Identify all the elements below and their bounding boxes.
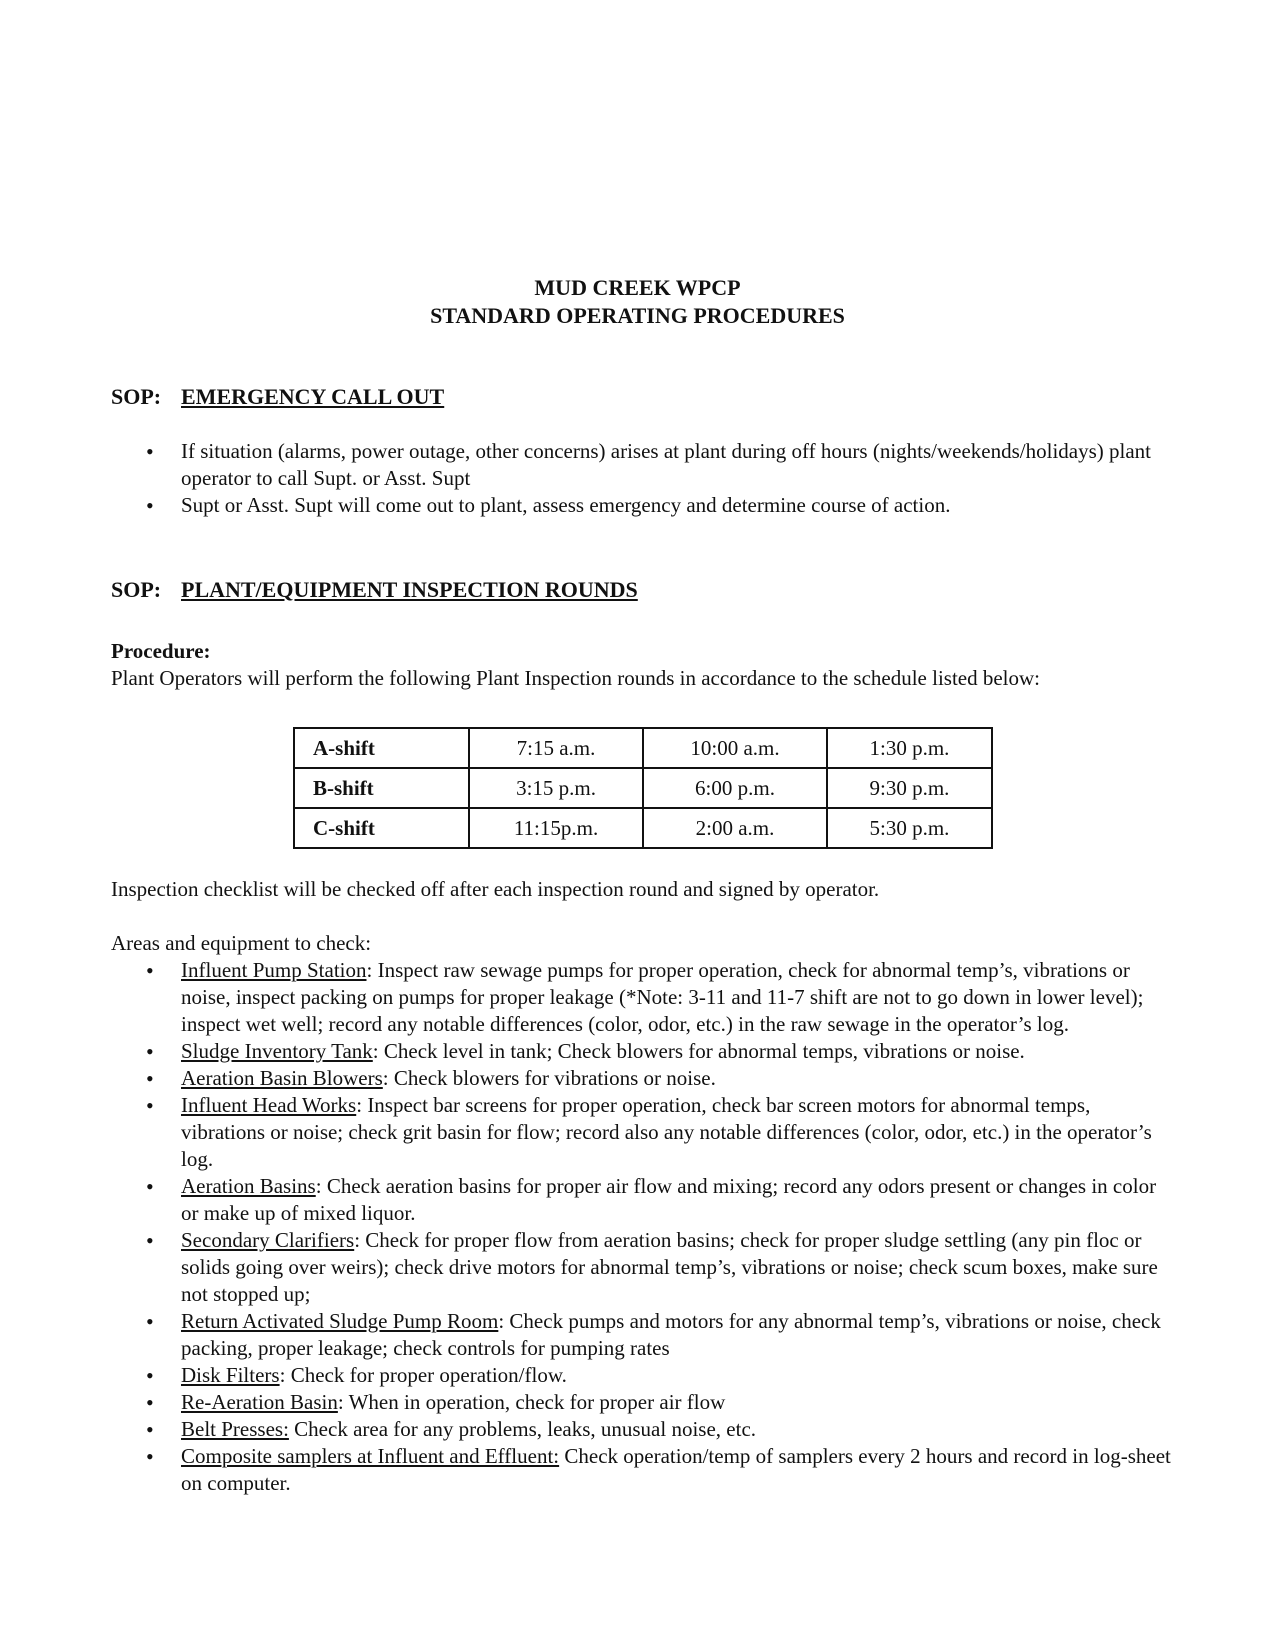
time-cell: 10:00 a.m. — [643, 728, 827, 768]
area-name: Secondary Clarifiers — [181, 1228, 355, 1252]
area-text: Check operation/temp of samplers every 2 hours and record in log-sheet on computer. — [181, 1444, 1171, 1495]
table-row — [294, 808, 992, 848]
area-name: Sludge Inventory Tank — [181, 1039, 373, 1063]
area-sep: : — [279, 1363, 286, 1387]
areas-intro: Areas and equipment to check: — [111, 931, 372, 955]
area-sep: : — [354, 1228, 361, 1252]
time-cell: 5:30 p.m. — [827, 808, 992, 848]
area-name: Aeration Basins — [181, 1174, 316, 1198]
shift-cell: A-shift — [294, 728, 469, 768]
list-item: • If situation (alarms, power outage, other concerns) arises at plant during off hours (nights/weekends/holidays) plant operator to call Supt. or Asst. Supt — [111, 438, 1171, 492]
shift-cell: B-shift — [294, 768, 469, 808]
area-text: Check for proper flow from aeration basins; check for proper sludge settling (any pin floc or solids going over weirs); check drive motors for abnormal temp’s, vibrations or noise; check scum boxes, make sure not stopped up; — [181, 1228, 1158, 1306]
list-item — [111, 957, 1171, 1038]
procedure-intro: Plant Operators will perform the following Plant Inspection rounds in accordance to the schedule listed below: — [111, 666, 1041, 690]
area-text: Check pumps and motors for any abnormal temp’s, vibrations or noise, check packing, proper leakage; check controls for pumping rates — [181, 1309, 1161, 1360]
area-text: Inspect raw sewage pumps for proper operation, check for abnormal temp’s, vibrations or noise, inspect packing on pumps for proper leakage (*Note: 3-11 and 11-7 shift are not to go down in lower level); inspect wet well; record any notable differences (color, odor, etc.) in the raw sewage in the operator’s log. — [181, 958, 1144, 1036]
area-sep: : — [366, 958, 373, 982]
area-name: Influent Head Works — [181, 1093, 357, 1117]
time-cell: 6:00 p.m. — [643, 768, 827, 808]
time-cell: 7:15 a.m. — [469, 728, 643, 768]
time-cell: 11:15p.m. — [469, 808, 643, 848]
list-item — [111, 1227, 1171, 1308]
shift-cell: C-shift — [294, 808, 469, 848]
inspection-schedule-table — [293, 727, 993, 849]
sop-title: EMERGENCY CALL OUT — [181, 384, 445, 409]
title-line-1: MUD CREEK WPCP — [534, 275, 741, 300]
list-item — [111, 1362, 1171, 1389]
emergency-bullet-list — [111, 438, 1171, 519]
sop-label: SOP: — [111, 577, 162, 602]
list-item — [111, 1416, 1171, 1443]
area-text: Check blowers for vibrations or noise. — [388, 1066, 716, 1090]
area-text: Check area for any problems, leaks, unusual noise, etc. — [288, 1417, 757, 1441]
area-name: Composite samplers at Influent and Effluent: — [181, 1444, 560, 1468]
area-text: Check for proper operation/flow. — [285, 1363, 567, 1387]
area-sep: : — [498, 1309, 505, 1333]
area-name: Return Activated Sludge Pump Room — [181, 1309, 499, 1333]
checklist-note: Inspection checklist will be checked off after each inspection round and signed by operator. — [111, 877, 880, 901]
list-item — [111, 1308, 1171, 1362]
list-item — [111, 1038, 1171, 1065]
area-sep: : — [382, 1066, 389, 1090]
list-item — [111, 1443, 1171, 1497]
areas-bullet-list — [111, 957, 1171, 1497]
area-name: Influent Pump Station — [181, 958, 367, 982]
time-cell: 3:15 p.m. — [469, 768, 643, 808]
area-text: Inspect bar screens for proper operation, check bar screen motors for abnormal temps, vibrations or noise; check grit basin for flow; record also any notable differences (color, odor, etc.) in the operator’s log. — [181, 1093, 1152, 1171]
sop-emergency-heading — [111, 383, 444, 411]
sop-title: PLANT/EQUIPMENT INSPECTION ROUNDS — [181, 577, 638, 602]
time-cell: 2:00 a.m. — [643, 808, 827, 848]
list-item — [111, 1092, 1171, 1173]
area-text: Check level in tank; Check blowers for abnormal temps, vibrations or noise. — [378, 1039, 1025, 1063]
time-cell: 9:30 p.m. — [827, 768, 992, 808]
area-sep: : — [356, 1093, 363, 1117]
list-item: • Supt or Asst. Supt will come out to plant, assess emergency and determine course of action. — [111, 492, 1171, 519]
area-text: When in operation, check for proper air flow — [343, 1390, 726, 1414]
document-title — [0, 274, 1275, 330]
list-item — [111, 1065, 1171, 1092]
sop-inspection-heading — [111, 576, 638, 604]
area-sep: : — [372, 1039, 379, 1063]
area-name: Re-Aeration Basin — [181, 1390, 338, 1414]
area-name: Aeration Basin Blowers — [181, 1066, 383, 1090]
procedure-label: Procedure: — [111, 639, 211, 663]
list-item — [111, 1389, 1171, 1416]
area-sep: : — [315, 1174, 322, 1198]
area-name: Belt Presses: — [181, 1417, 289, 1441]
area-name: Disk Filters — [181, 1363, 280, 1387]
table-row — [294, 728, 992, 768]
area-text: Check aeration basins for proper air flow and mixing; record any odors present or changes in color or make up of mixed liquor. — [181, 1174, 1157, 1225]
sop-label: SOP: — [111, 384, 162, 409]
title-line-2: STANDARD OPERATING PROCEDURES — [430, 303, 845, 328]
table-row — [294, 768, 992, 808]
list-item — [111, 1173, 1171, 1227]
time-cell: 1:30 p.m. — [827, 728, 992, 768]
area-sep: : — [337, 1390, 344, 1414]
